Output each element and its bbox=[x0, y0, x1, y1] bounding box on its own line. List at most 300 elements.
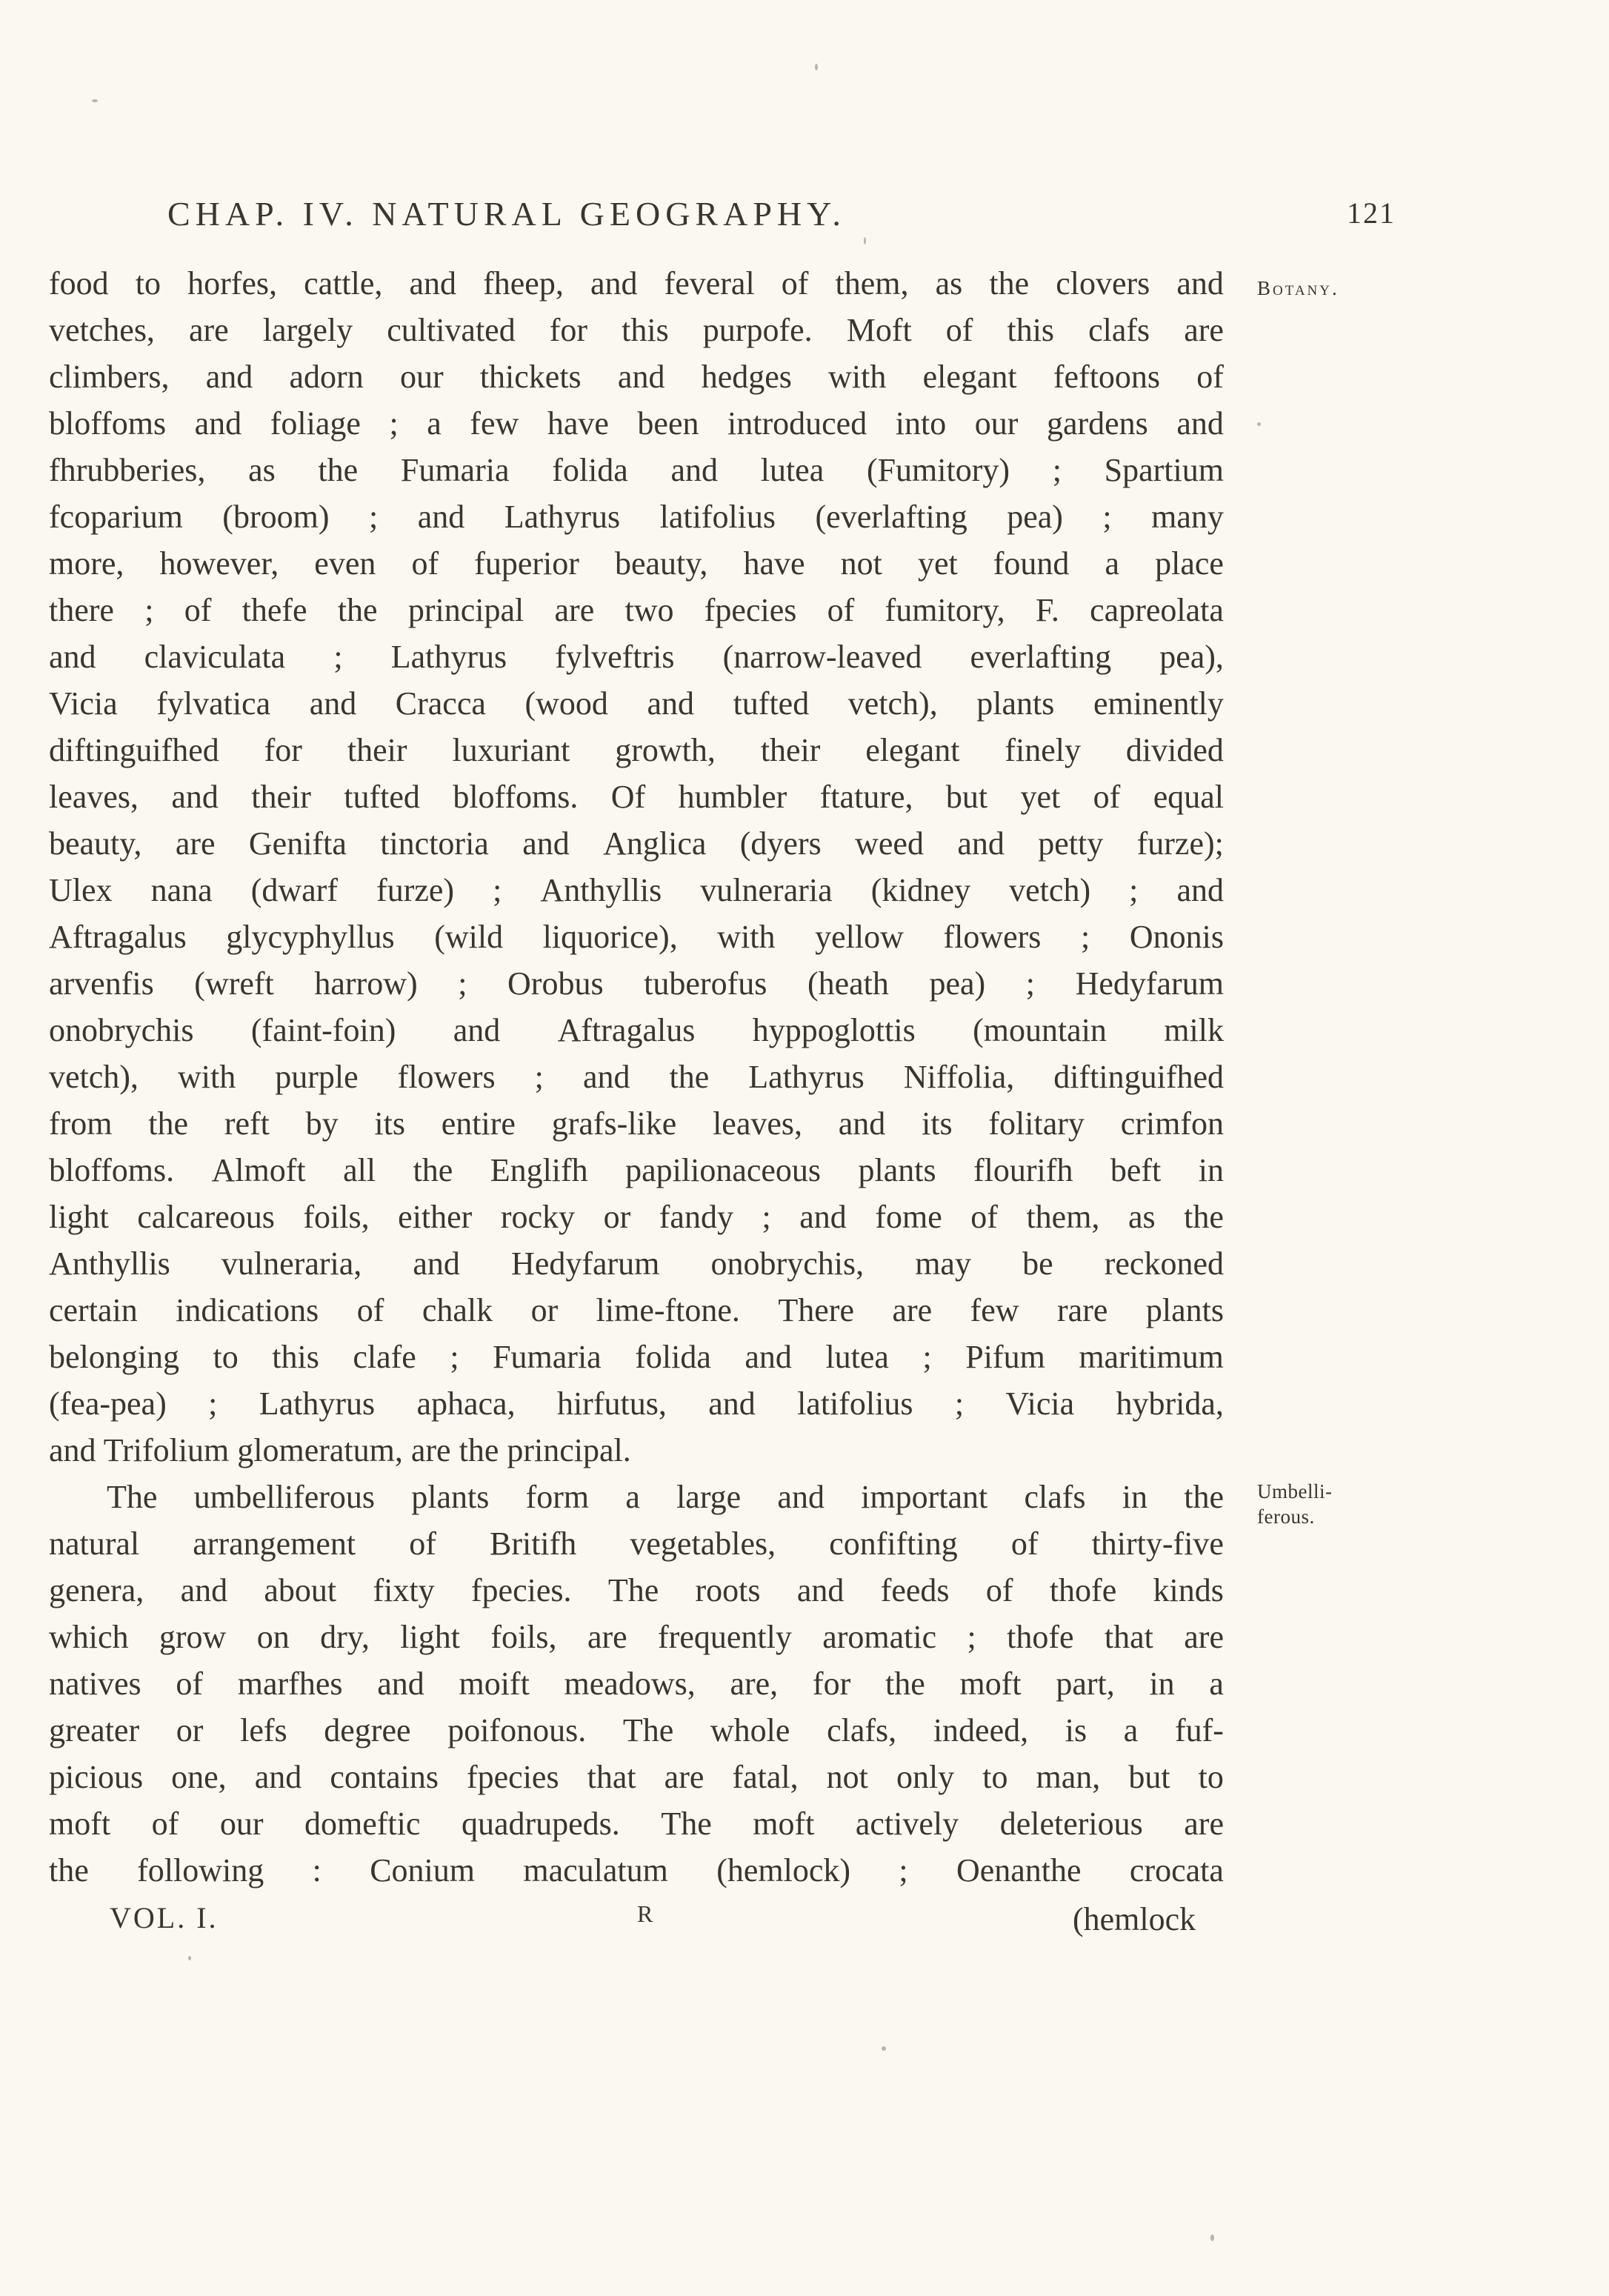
word: lime-ftone. bbox=[596, 1292, 740, 1328]
word: lutea bbox=[825, 1339, 889, 1375]
word: ; bbox=[458, 965, 467, 1002]
word: are bbox=[587, 1619, 627, 1655]
word: luxuriant bbox=[452, 732, 570, 768]
word: Vicia bbox=[1005, 1385, 1075, 1422]
catchword: (hemlock bbox=[1073, 1901, 1196, 1937]
text-line bbox=[49, 1614, 1224, 1660]
word: is bbox=[1065, 1712, 1087, 1748]
word: principal bbox=[407, 592, 524, 628]
text-line bbox=[49, 1380, 1224, 1427]
word: Almoft bbox=[211, 1152, 306, 1188]
text-line bbox=[49, 307, 1224, 353]
text-line bbox=[49, 960, 1224, 1007]
word: Hedyfarum bbox=[511, 1245, 660, 1282]
word: finely bbox=[1005, 732, 1081, 768]
word: elegant bbox=[865, 732, 960, 768]
word: lefs bbox=[240, 1712, 287, 1748]
word: them, bbox=[1026, 1199, 1100, 1235]
word: vetch), bbox=[49, 1059, 139, 1095]
word: purple bbox=[275, 1059, 359, 1095]
word: (broom) bbox=[222, 499, 330, 535]
text-line bbox=[49, 1520, 1224, 1567]
word: fuf- bbox=[1174, 1712, 1224, 1748]
word: climbers, bbox=[49, 359, 170, 395]
word: their bbox=[760, 732, 821, 768]
word: our bbox=[974, 405, 1019, 442]
word: furze) bbox=[376, 872, 455, 908]
word: entire bbox=[441, 1105, 516, 1142]
word: certain bbox=[49, 1292, 138, 1328]
word: Ononis bbox=[1129, 919, 1224, 955]
word: man, bbox=[1036, 1759, 1101, 1795]
word: and bbox=[838, 1105, 886, 1142]
text-line bbox=[49, 867, 1224, 914]
word: horfes, bbox=[187, 265, 278, 302]
word: and bbox=[377, 1666, 424, 1702]
word: Lathyrus bbox=[259, 1385, 376, 1422]
word: ; bbox=[954, 1385, 965, 1422]
word: only bbox=[896, 1759, 955, 1795]
word: (narrow-leaved bbox=[722, 639, 922, 675]
word: bloffoms. bbox=[453, 779, 579, 815]
word: Anthyllis bbox=[49, 1245, 170, 1282]
word: of bbox=[176, 1666, 204, 1702]
word: chalk bbox=[422, 1292, 493, 1328]
word: part, bbox=[1056, 1666, 1115, 1702]
word: large bbox=[676, 1479, 742, 1515]
word: moft bbox=[753, 1806, 815, 1842]
text-line bbox=[49, 1287, 1224, 1334]
word: Fumaria bbox=[493, 1339, 602, 1375]
word: or bbox=[530, 1292, 559, 1328]
word: furze); bbox=[1136, 825, 1224, 862]
word: have bbox=[743, 545, 805, 582]
word: found bbox=[993, 545, 1070, 582]
word: foliage bbox=[270, 405, 361, 442]
word: equal bbox=[1153, 779, 1224, 815]
word: as bbox=[1127, 1199, 1156, 1235]
word: divided bbox=[1125, 732, 1224, 768]
word: Hedyfarum bbox=[1075, 965, 1224, 1002]
word: and bbox=[522, 825, 570, 862]
text-line bbox=[49, 773, 1224, 820]
text-line bbox=[49, 1847, 1224, 1894]
word: (wreft bbox=[194, 965, 274, 1002]
word: feveral bbox=[664, 265, 755, 302]
word: The bbox=[107, 1479, 158, 1515]
word: growth, bbox=[615, 732, 716, 768]
text-line bbox=[49, 1240, 1224, 1287]
word: not bbox=[826, 1759, 868, 1795]
word: few bbox=[470, 405, 519, 442]
word: genera, bbox=[49, 1572, 144, 1608]
word: (hemlock) bbox=[716, 1852, 851, 1889]
word: elegant bbox=[922, 359, 1017, 395]
word: and bbox=[1176, 872, 1224, 908]
word: about bbox=[264, 1572, 337, 1608]
word: ; bbox=[389, 405, 399, 442]
word: are bbox=[1184, 1619, 1224, 1655]
word: and bbox=[590, 265, 638, 302]
word: beft bbox=[1110, 1152, 1162, 1188]
word: and bbox=[777, 1479, 825, 1515]
word: Oenanthe bbox=[956, 1852, 1082, 1889]
word: but bbox=[945, 779, 988, 815]
word: in bbox=[1149, 1666, 1175, 1702]
word: dry, bbox=[320, 1619, 370, 1655]
word: F. bbox=[1035, 592, 1059, 628]
word: nana bbox=[150, 872, 213, 908]
word: confifting bbox=[829, 1525, 958, 1562]
word: clovers bbox=[1056, 265, 1150, 302]
word: flowers bbox=[943, 919, 1042, 955]
word: and bbox=[957, 825, 1005, 862]
word: this bbox=[272, 1339, 319, 1375]
word: by bbox=[305, 1105, 339, 1142]
word: the bbox=[669, 1059, 710, 1095]
word: folida bbox=[552, 452, 628, 488]
word: Lathyrus bbox=[390, 639, 507, 675]
word: the bbox=[148, 1105, 189, 1142]
text-line bbox=[49, 1147, 1224, 1194]
word: rocky bbox=[500, 1199, 576, 1235]
word: for bbox=[549, 312, 588, 348]
word: The bbox=[607, 1572, 659, 1608]
word: vegetables, bbox=[630, 1525, 776, 1562]
margin-note-umbelliferous-line-2: ferous. bbox=[1257, 1505, 1315, 1528]
margin-note-botany bbox=[1257, 276, 1339, 301]
text-line bbox=[49, 680, 1224, 727]
word: (mountain bbox=[973, 1012, 1107, 1048]
word: bloffoms. bbox=[49, 1152, 175, 1188]
text-line: and Trifolium glomeratum, are the principal. bbox=[49, 1432, 631, 1468]
word: the bbox=[413, 1152, 453, 1188]
word: in bbox=[1198, 1152, 1224, 1188]
word: capreolata bbox=[1090, 592, 1224, 628]
word: its bbox=[374, 1105, 405, 1142]
text-line bbox=[49, 1100, 1224, 1147]
word: and bbox=[708, 1385, 756, 1422]
word: fhrubberies, bbox=[49, 452, 206, 488]
word: and bbox=[796, 1572, 845, 1608]
word: Aftragalus bbox=[49, 919, 187, 955]
word: Lathyrus bbox=[504, 499, 621, 535]
word: with bbox=[828, 359, 887, 395]
word: from bbox=[49, 1105, 113, 1142]
word: arrangement bbox=[193, 1525, 356, 1562]
text-line bbox=[49, 1660, 1224, 1707]
word: tinctoria bbox=[380, 825, 489, 862]
word: ftature, bbox=[819, 779, 913, 815]
word: ; bbox=[1052, 452, 1062, 488]
word: vetch) bbox=[1009, 872, 1091, 908]
word: marfhes bbox=[237, 1666, 343, 1702]
word: but bbox=[1128, 1759, 1170, 1795]
word: moft bbox=[49, 1806, 111, 1842]
word: onobrychis bbox=[49, 1012, 194, 1048]
word: harrow) bbox=[314, 965, 418, 1002]
word: leaves, bbox=[713, 1105, 802, 1142]
word: grow bbox=[159, 1619, 227, 1655]
margin-note-umbelliferous bbox=[1257, 1479, 1332, 1529]
word: and bbox=[254, 1759, 302, 1795]
word: (wild bbox=[434, 919, 504, 955]
word: Genifta bbox=[248, 825, 347, 862]
word: and bbox=[1176, 265, 1224, 302]
word: are bbox=[892, 1292, 933, 1328]
text-line bbox=[49, 727, 1224, 773]
word: and bbox=[413, 1245, 460, 1282]
word: a bbox=[1209, 1666, 1224, 1702]
word: (kidney bbox=[870, 872, 971, 908]
word: belonging bbox=[49, 1339, 179, 1375]
word: few bbox=[970, 1292, 1019, 1328]
word: everlafting bbox=[970, 639, 1112, 675]
word: hybrida, bbox=[1116, 1385, 1224, 1422]
word: clafs, bbox=[827, 1712, 897, 1748]
word: reft bbox=[224, 1105, 270, 1142]
word: Of bbox=[610, 779, 646, 815]
word: Vicia bbox=[49, 685, 118, 722]
word: and bbox=[670, 452, 719, 488]
word: milk bbox=[1164, 1012, 1224, 1048]
word: that bbox=[587, 1759, 636, 1795]
word: Pifum bbox=[965, 1339, 1045, 1375]
word: diftinguifhed bbox=[1053, 1059, 1224, 1095]
word: not bbox=[840, 545, 882, 582]
text-line bbox=[49, 447, 1224, 493]
word: Cracca bbox=[395, 685, 486, 722]
word: and bbox=[205, 359, 253, 395]
word: Britifh bbox=[489, 1525, 577, 1562]
word: and bbox=[453, 1012, 501, 1048]
word: moift bbox=[459, 1666, 530, 1702]
word: tuberofus bbox=[644, 965, 767, 1002]
word: are bbox=[1184, 312, 1224, 348]
word: hedges bbox=[701, 359, 792, 395]
word: clafs bbox=[1024, 1479, 1086, 1515]
word: with bbox=[717, 919, 776, 955]
word: meadows, bbox=[564, 1666, 696, 1702]
word: fandy bbox=[659, 1199, 733, 1235]
word: Niffolia, bbox=[903, 1059, 1015, 1095]
word: the bbox=[989, 265, 1030, 302]
text-line bbox=[49, 633, 1224, 680]
word: Spartium bbox=[1104, 452, 1224, 488]
word: with bbox=[177, 1059, 236, 1095]
word: fylvatica bbox=[156, 685, 271, 722]
word: ; bbox=[368, 499, 379, 535]
word: (everlafting bbox=[815, 499, 967, 535]
word: fpecies. bbox=[470, 1572, 572, 1608]
text-line bbox=[49, 260, 1224, 307]
word: actively bbox=[855, 1806, 959, 1842]
word: moft bbox=[959, 1666, 1022, 1702]
word: the bbox=[318, 452, 359, 488]
word: liquorice), bbox=[542, 919, 678, 955]
volume-label: VOL. I. bbox=[110, 1901, 219, 1934]
word: glycyphyllus bbox=[226, 919, 395, 955]
word: (dyers bbox=[739, 825, 822, 862]
word: pea) bbox=[1007, 499, 1063, 535]
word: the bbox=[1184, 1479, 1224, 1515]
word: are, bbox=[730, 1666, 779, 1702]
word: or bbox=[603, 1199, 631, 1235]
word: its bbox=[922, 1105, 953, 1142]
word: thofe bbox=[1049, 1572, 1117, 1608]
word: to bbox=[1198, 1759, 1224, 1795]
word: domeftic bbox=[304, 1806, 421, 1842]
word: of bbox=[409, 1525, 436, 1562]
word: poifonous. bbox=[447, 1712, 587, 1748]
word: ; bbox=[1102, 499, 1112, 535]
word: latifolius bbox=[659, 499, 776, 535]
word: fixty bbox=[373, 1572, 435, 1608]
word: to bbox=[982, 1759, 1008, 1795]
text-line bbox=[49, 1194, 1224, 1240]
word: them, bbox=[835, 265, 909, 302]
word: pea) bbox=[929, 965, 986, 1002]
word: our bbox=[219, 1806, 264, 1842]
word: and bbox=[647, 685, 694, 722]
word: bloffoms bbox=[49, 405, 167, 442]
word: may bbox=[915, 1245, 971, 1282]
word: hirfutus, bbox=[556, 1385, 667, 1422]
word: which bbox=[49, 1619, 129, 1655]
word: papilionaceous bbox=[625, 1152, 822, 1188]
word: however, bbox=[159, 545, 279, 582]
word: for bbox=[264, 732, 302, 768]
word: the bbox=[49, 1852, 89, 1889]
word: onobrychis, bbox=[710, 1245, 865, 1282]
word: petty bbox=[1038, 825, 1104, 862]
word: rare bbox=[1057, 1292, 1108, 1328]
word: and bbox=[582, 1059, 630, 1095]
word: important bbox=[861, 1479, 988, 1515]
word: and bbox=[417, 499, 465, 535]
word: ; bbox=[450, 1339, 459, 1375]
word: of bbox=[411, 545, 439, 582]
word: are bbox=[189, 312, 229, 348]
word: been bbox=[637, 405, 699, 442]
word: (dwarf bbox=[250, 872, 338, 908]
word: Anglica bbox=[603, 825, 707, 862]
word: fpecies bbox=[467, 1759, 559, 1795]
word: cultivated bbox=[387, 312, 516, 348]
word: umbelliferous bbox=[193, 1479, 376, 1515]
word: crimfon bbox=[1120, 1105, 1224, 1142]
word: light bbox=[49, 1199, 109, 1235]
word: as bbox=[935, 265, 963, 302]
word: and bbox=[171, 779, 219, 815]
word: this bbox=[1007, 312, 1055, 348]
word: fumitory, bbox=[885, 592, 1005, 628]
word: the bbox=[337, 592, 378, 628]
word: natural bbox=[49, 1525, 140, 1562]
signature-mark: R bbox=[637, 1900, 653, 1927]
word: cattle, bbox=[304, 265, 383, 302]
text-line bbox=[49, 353, 1224, 400]
word: Ulex bbox=[49, 872, 113, 908]
word: vetches, bbox=[49, 312, 155, 348]
word: lutea bbox=[760, 452, 825, 488]
word: ; bbox=[1129, 872, 1139, 908]
margin-note-umbelliferous-line-1: Umbelli- bbox=[1257, 1480, 1333, 1503]
word: ; bbox=[493, 872, 502, 908]
word: ; bbox=[922, 1339, 932, 1375]
word: plants bbox=[1145, 1292, 1224, 1328]
word: aphaca, bbox=[416, 1385, 516, 1422]
word: The bbox=[622, 1712, 674, 1748]
word: vulneraria bbox=[700, 872, 833, 908]
word: tufted bbox=[344, 779, 420, 815]
body-text bbox=[49, 260, 1224, 1894]
word: Anthyllis bbox=[540, 872, 662, 908]
word: plants bbox=[858, 1152, 936, 1188]
word: ; bbox=[899, 1852, 908, 1889]
word: thofe bbox=[1007, 1619, 1074, 1655]
text-line bbox=[49, 400, 1224, 447]
word: as bbox=[248, 452, 276, 488]
word: calcareous bbox=[137, 1199, 275, 1235]
word: gardens bbox=[1046, 405, 1148, 442]
word: there bbox=[49, 592, 114, 628]
word: contains bbox=[330, 1759, 439, 1795]
word: humbler bbox=[678, 779, 787, 815]
word: whole bbox=[710, 1712, 790, 1748]
word: are bbox=[664, 1759, 704, 1795]
text-line bbox=[49, 1707, 1224, 1754]
word: beauty, bbox=[614, 545, 708, 582]
word: and bbox=[409, 265, 457, 302]
word: (heath bbox=[807, 965, 889, 1002]
word: form bbox=[525, 1479, 590, 1515]
word: and bbox=[1176, 405, 1224, 442]
word: hyppoglottis bbox=[752, 1012, 916, 1048]
word: (faint-foin) bbox=[250, 1012, 396, 1048]
word: the bbox=[1184, 1199, 1224, 1235]
word: ; bbox=[762, 1199, 771, 1235]
text-line bbox=[49, 1054, 1224, 1100]
word: of bbox=[1196, 359, 1224, 395]
word: ; bbox=[967, 1619, 976, 1655]
word: are bbox=[175, 825, 216, 862]
word: introduced bbox=[727, 405, 867, 442]
running-head: CHAP. IV. NATURAL GEOGRAPHY. bbox=[167, 195, 846, 233]
word: of bbox=[356, 1292, 384, 1328]
text-line bbox=[49, 1007, 1224, 1054]
word: be bbox=[1022, 1245, 1053, 1282]
word: Lathyrus bbox=[748, 1059, 865, 1095]
text-line bbox=[49, 540, 1224, 587]
word: leaves, bbox=[49, 779, 139, 815]
text-line bbox=[49, 1474, 1224, 1520]
word: one, bbox=[171, 1759, 227, 1795]
word: yet bbox=[917, 545, 958, 582]
word: even bbox=[314, 545, 376, 582]
word: beauty, bbox=[49, 825, 142, 862]
word: ; bbox=[1025, 965, 1035, 1002]
word: largely bbox=[262, 312, 353, 348]
page-number: 121 bbox=[1347, 196, 1396, 230]
word: folida bbox=[635, 1339, 711, 1375]
word: of bbox=[970, 1199, 998, 1235]
word: a bbox=[1105, 545, 1120, 582]
word: Conium bbox=[370, 1852, 475, 1889]
word: fatal, bbox=[732, 1759, 799, 1795]
word: grafs-like bbox=[551, 1105, 677, 1142]
word: food bbox=[49, 265, 109, 302]
